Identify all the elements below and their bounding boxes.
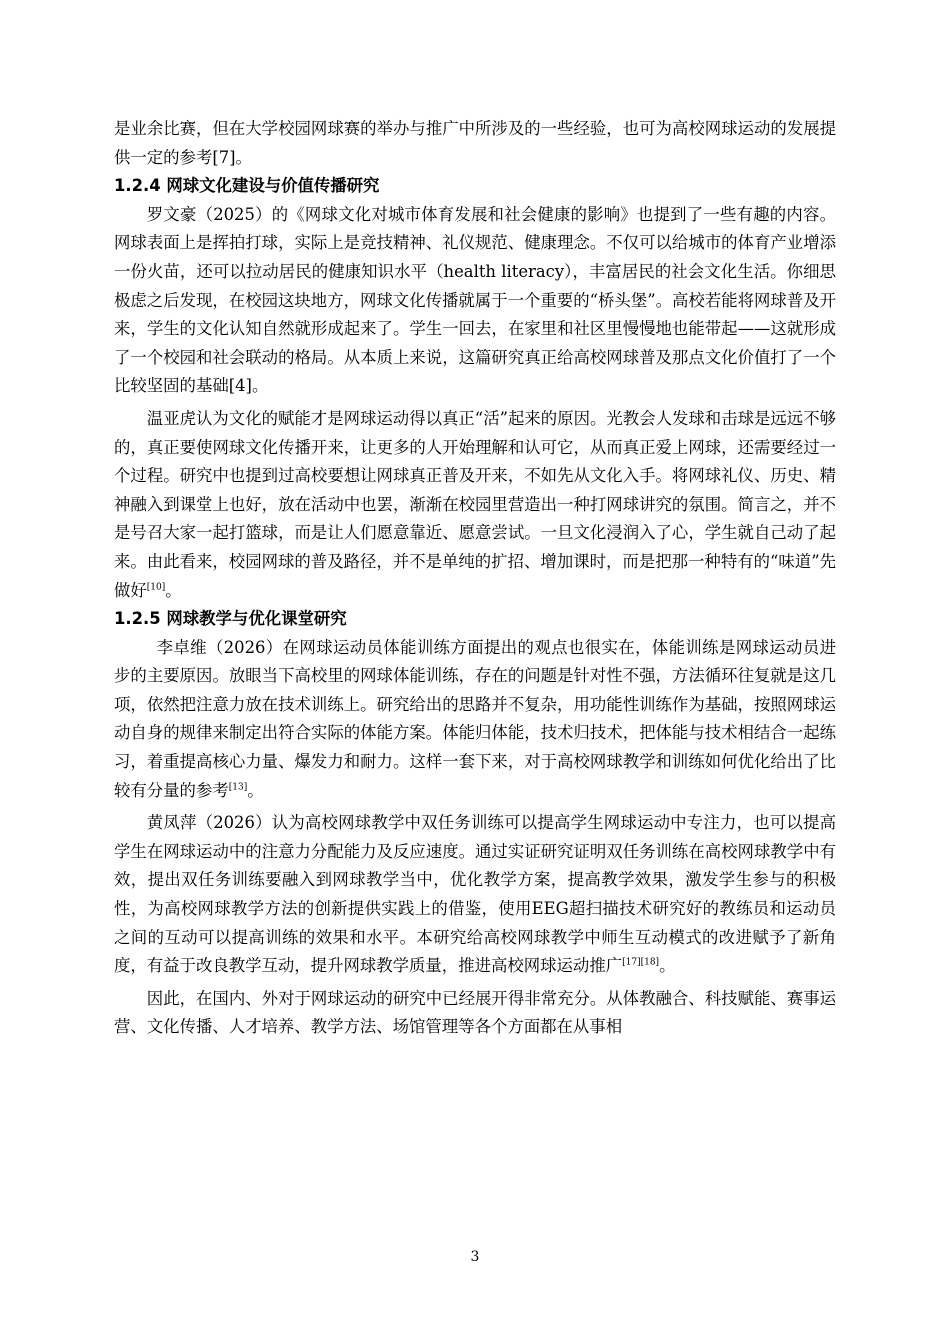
intro-paragraph: 是业余比赛，但在大学校园网球赛的举办与推广中所涉及的一些经验，也可为高校网球运动的发展提供一定的参考[7]。 [114, 119, 836, 167]
section-heading-1-2-4: 1.2.4 网球文化建设与价值传播研究 [114, 176, 380, 196]
paragraph-end: 。 [247, 780, 264, 800]
page-body [114, 115, 836, 1042]
citation-ref: [17][18] [622, 957, 660, 968]
paragraph-huang-fengping [114, 809, 836, 981]
paragraph-li-zhuowei [114, 634, 836, 806]
paragraph-text: 黄凤萍（2026）认为高校网球教学中双任务训练可以提高学生网球运动中专注力，也可以提高学生在网球运动中的注意力分配能力及反应速度。通过实证研究证明双任务训练在高校网球教学中有效，提出双任务训练要融入到网球教学当中，优化教学方案，提高教学效果，激发学生参与的积极性，为高校网球教学方法的创新提供实践上的借鉴，使用EEG超扫描技术研究好的教练员和运动员之间的互动可以提高训练的效果和水平。本研究给高校网球教学中师生互动模式的改进赋予了新角度，有益于改良教学互动，提升网球教学质量，推进高校网球运动推广 [114, 813, 836, 976]
citation-ref: [13] [228, 781, 248, 792]
citation-ref: [10] [146, 581, 166, 592]
paragraph-text: 李卓维（2026）在网球运动员体能训练方面提出的观点也很实在，体能训练是网球运动员进步的主要原因。放眼当下高校里的网球体能训练，存在的问题是针对性不强，方法循环往复就是这几项，依然把注意力放在技术训练上。研究给出的思路并不复杂，用功能性训练作为基础，按照网球运动自身的规律来制定出符合实际的体能方案。体能归体能，技术归技术，把体能与技术相结合一起练习，着重提高核心力量、爆发力和耐力。这样一套下来，对于高校网球教学和训练如何优化给出了比较有分量的参考 [114, 637, 836, 800]
section-heading-1-2-5: 1.2.5 网球教学与优化课堂研究 [114, 609, 347, 629]
paragraph-luo-wenhao: 罗文豪（2025）的《网球文化对城市体育发展和社会健康的影响》也提到了一些有趣的内容。网球表面上是挥拍打球，实际上是竞技精神、礼仪规范、健康理念。不仅可以给城市的体育产业增添一份火苗，还可以拉动居民的健康知识水平（health literacy），丰富居民的社会文化生活。你细思极虑之后发现，在校园这块地方，网球文化传播就属于一个重要的“桥头堡”。高校若能将网球普及开来，学生的文化认知自然就形成起来了。学生一回去，在家里和社区里慢慢地也能带起——这就形成了一个校园和社会联动的格局。从本质上来说，这篇研究真正给高校网球普及那点文化价值打了一个比较坚固的基础[4]。 [114, 204, 836, 396]
paragraph-wen-yahu [114, 405, 836, 605]
paragraph-conclusion: 因此，在国内、外对于网球运动的研究中已经展开得非常充分。从体教融合、科技赋能、赛事运营、文化传播、人才培养、教学方法、场馆管理等各个方面都在从事相 [114, 988, 836, 1037]
page-number: 3 [470, 1249, 480, 1265]
paragraph-end: 。 [165, 580, 182, 600]
paragraph-text: 温亚虎认为文化的赋能才是网球运动得以真正“活”起来的原因。光教会人发球和击球是远远不够的，真正要使网球文化传播开来，让更多的人开始理解和认可它，从而真正爱上网球，还需要经过一个过程。研究中也提到过高校要想让网球真正普及开来，不如先从文化入手。将网球礼仪、历史、精神融入到课堂上也好，放在活动中也罢，渐渐在校园里营造出一种打网球讲究的氛围。简言之，并不是号召大家一起打篮球，而是让人们愿意靠近、愿意尝试。一旦文化浸润入了心，学生就自己动了起来。由此看来，校园网球的普及路径，并不是单纯的扩招、增加课时，而是把那一种特有的“味道”先做好 [114, 408, 836, 600]
paragraph-end: 。 [659, 956, 676, 976]
